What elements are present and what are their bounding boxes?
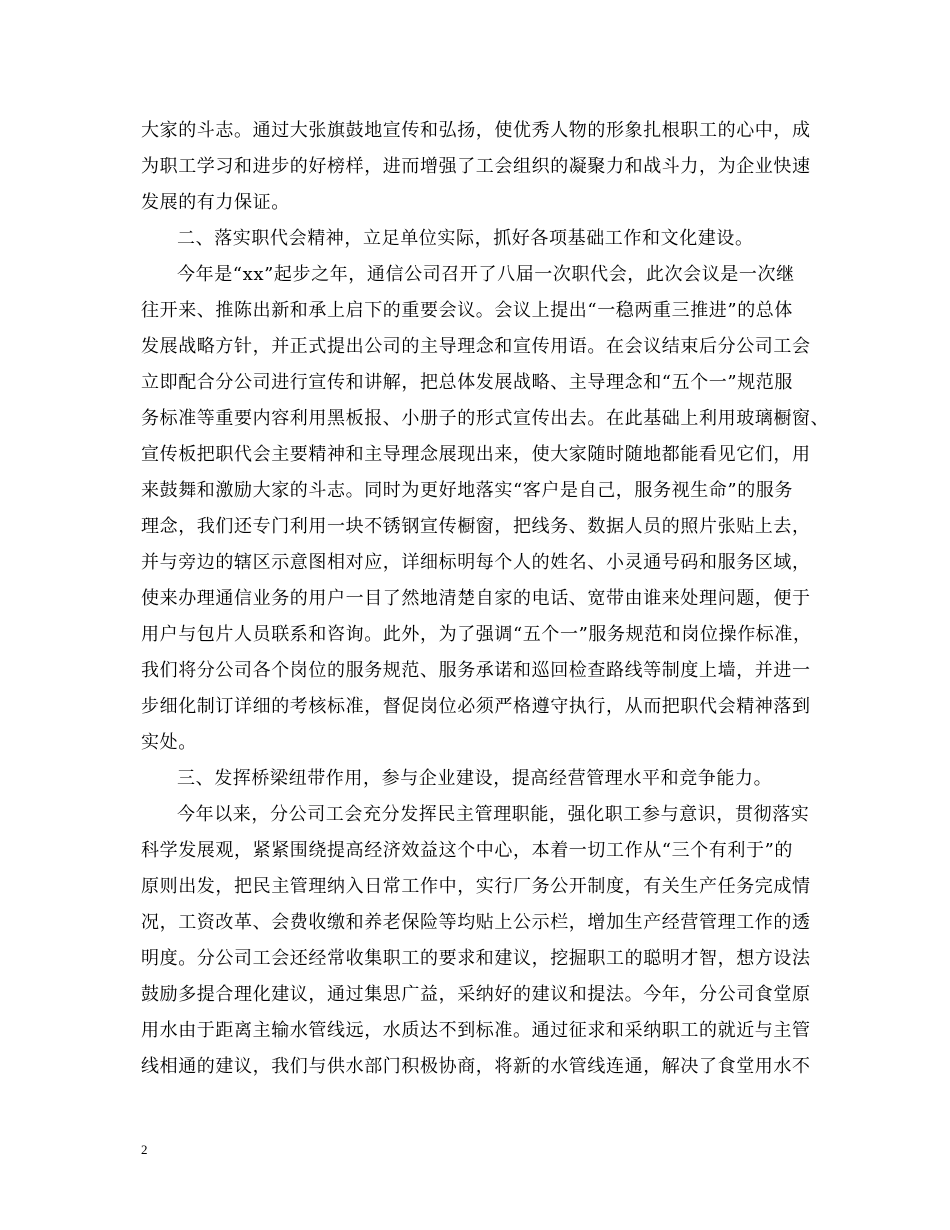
text-line: 明度。分公司工会还经常收集职工的要求和建议，挖掘职工的聪明才智，想方设法: [141, 948, 811, 969]
section-heading: 二、落实职代会精神，立足单位实际，抓好各项基础工作和文化建设。: [177, 228, 754, 249]
text-line: 往开来、推陈出新和承上启下的重要会议。会议上提出“一稳两重三推进”的总体: [141, 300, 794, 321]
text-line: 线相通的建议，我们与供水部门积极协商，将新的水管线连通，解决了食堂用水不: [141, 1056, 811, 1077]
text-line: 并与旁边的辖区示意图相对应，详细标明每个人的姓名、小灵通号码和服务区域，: [141, 552, 811, 573]
text-line: 鼓励多提合理化建议，通过集思广益，采纳好的建议和提法。今年，分公司食堂原: [141, 984, 811, 1005]
text-line: 务标准等重要内容利用黑板报、小册子的形式宣传出去。在此基础上利用玻璃橱窗、: [141, 408, 830, 429]
text-line: 来鼓舞和激励大家的斗志。同时为更好地落实“客户是自己，服务视生命”的服务: [141, 480, 794, 501]
text-line: 理念，我们还专门利用一块不锈钢宣传橱窗，把线务、数据人员的照片张贴上去，: [141, 516, 811, 537]
text-line: 今年是“xx”起步之年，通信公司召开了八届一次职代会，此次会议是一次继: [177, 264, 795, 285]
text-line: 况，工资改革、会费收缴和养老保险等均贴上公示栏，增加生产经营管理工作的透: [141, 912, 811, 933]
text-line: 用水由于距离主输水管线远，水质达不到标准。通过征求和采纳职工的就近与主管: [141, 1020, 811, 1041]
text-line: 步细化制订详细的考核标准，督促岗位必须严格遵守执行，从而把职代会精神落到: [141, 696, 811, 717]
text-line: 为职工学习和进步的好榜样，进而增强了工会组织的凝聚力和战斗力，为企业快速: [141, 156, 811, 177]
text-line: 实处。: [141, 732, 197, 753]
text-line: 宣传板把职代会主要精神和主导理念展现出来，使大家随时随地都能看见它们，用: [141, 444, 811, 465]
text-line: 发展战略方针，并正式提出公司的主导理念和宣传用语。在会议结束后分公司工会: [141, 336, 811, 357]
text-line: 今年以来，分公司工会充分发挥民主管理职能，强化职工参与意识，贯彻落实: [177, 804, 810, 825]
text-line: 科学发展观，紧紧围绕提高经济效益这个中心，本着一切工作从“三个有利于”的: [141, 840, 794, 861]
page-number: 2: [141, 1142, 148, 1157]
text-line: 大家的斗志。通过大张旗鼓地宣传和弘扬，使优秀人物的形象扎根职工的心中，成: [141, 120, 811, 141]
text-line: 用户与包片人员联系和咨询。此外，为了强调“五个一”服务规范和岗位操作标准，: [141, 624, 812, 645]
text-line: 我们将分公司各个岗位的服务规范、服务承诺和巡回检查路线等制度上墙，并进一: [141, 660, 811, 681]
text-line: 立即配合分公司进行宣传和讲解，把总体发展战略、主导理念和“五个一”规范服: [141, 372, 794, 393]
text-line: 原则出发，把民主管理纳入日常工作中，实行厂务公开制度，有关生产任务完成情: [141, 876, 811, 897]
section-heading: 三、发挥桥梁纽带作用，参与企业建设，提高经营管理水平和竞争能力。: [177, 768, 773, 789]
text-line: 发展的有力保证。: [141, 192, 290, 213]
text-line: 使来办理通信业务的用户一目了然地清楚自家的电话、宽带由谁来处理问题，便于: [141, 588, 811, 609]
